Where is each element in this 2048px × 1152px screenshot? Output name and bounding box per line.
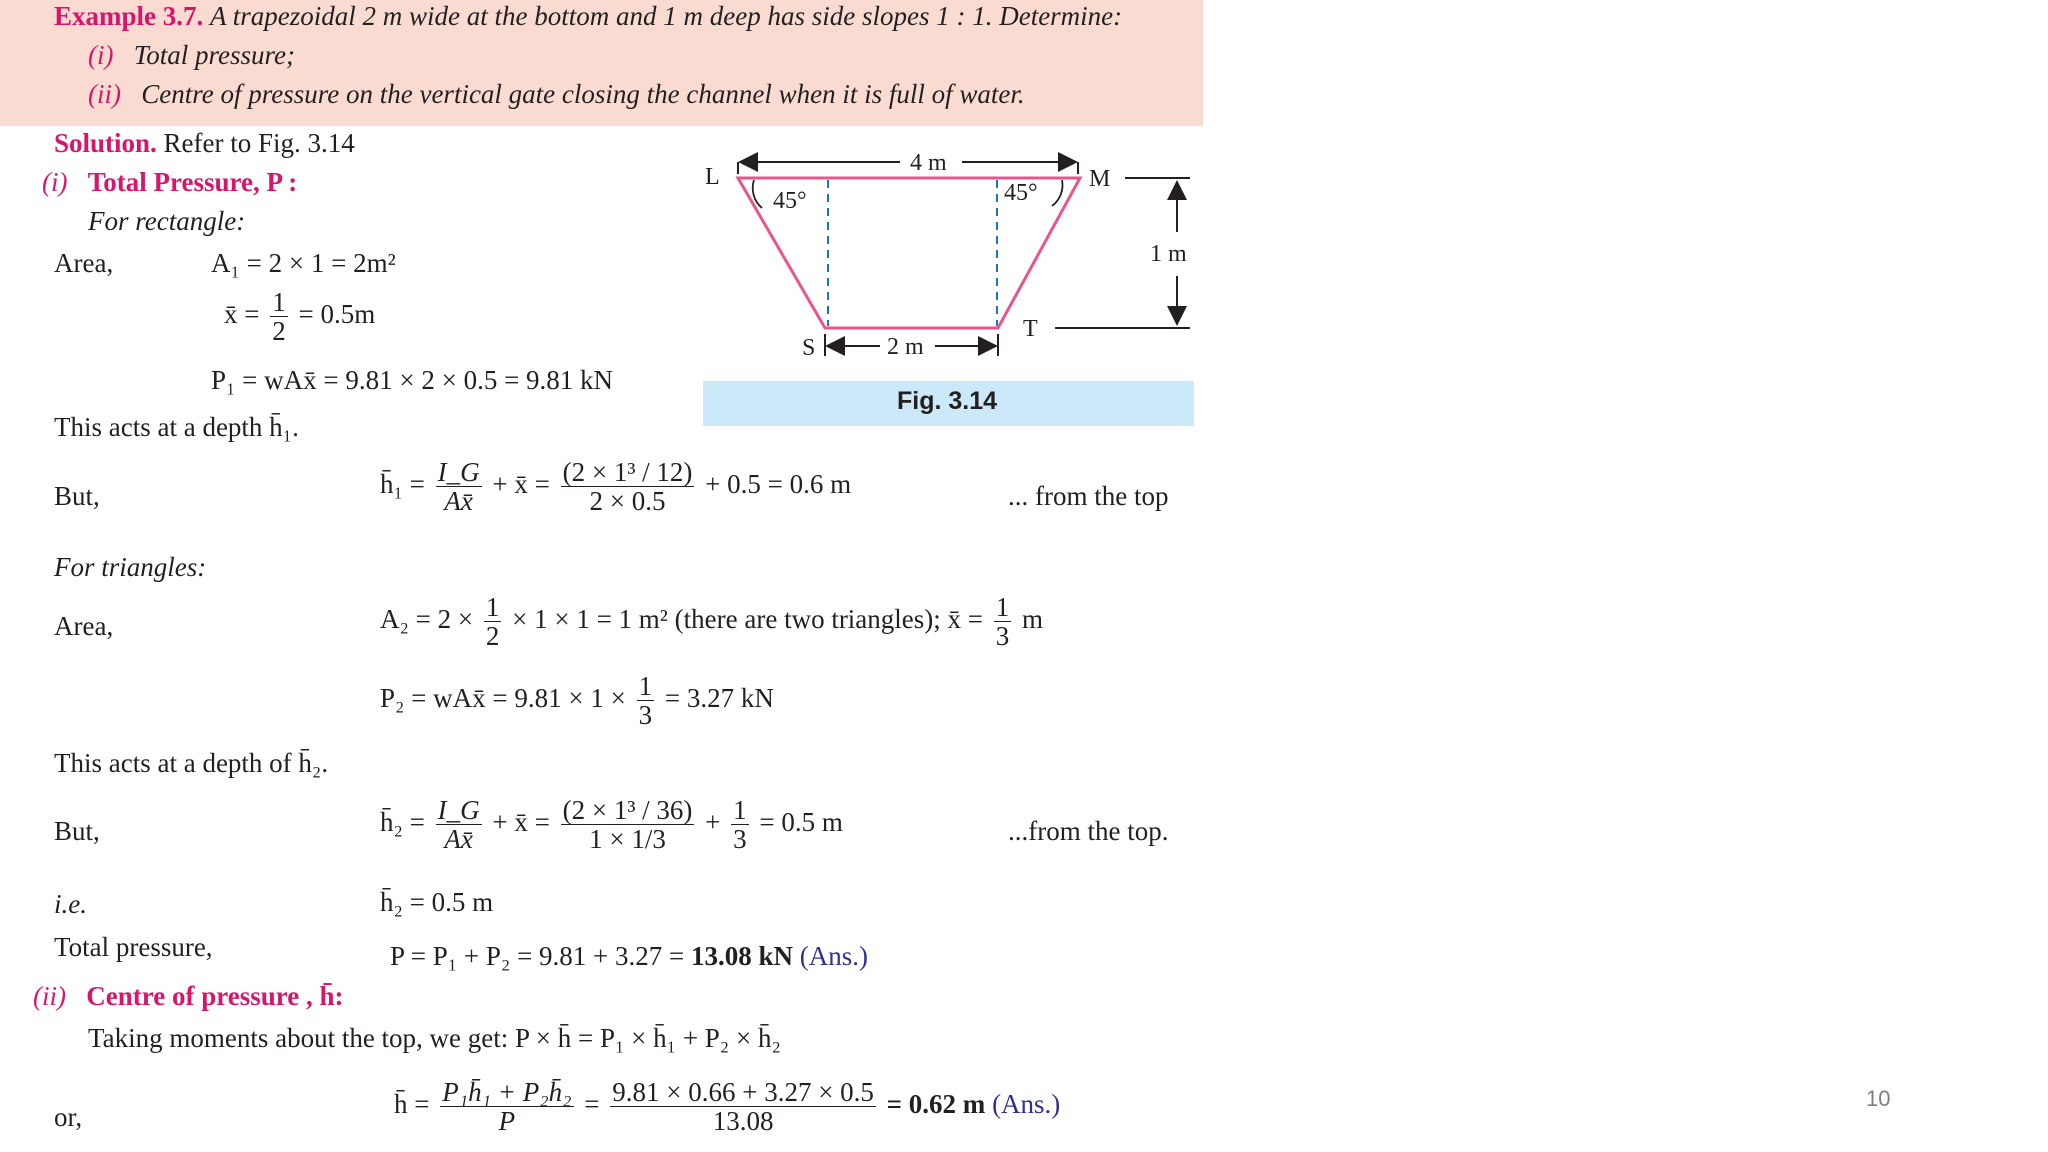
eq-h1-rhs: + 0.5 = 0.6 m [705,469,852,500]
fraction-numerator: (2 × 1³ / 36) [562,795,693,825]
point-S-label: S [802,335,816,361]
eq-h2-fraction-3 [731,796,749,854]
fraction-denominator: 1 × 1/3 [589,824,666,855]
part-ii-number: (ii) [33,981,66,1011]
fraction-numerator: I_G [437,795,480,825]
total-ans-label: (Ans.) [799,941,869,971]
fraction-numerator: 1 [995,592,1010,622]
cp-rhs: = 0.62 m [886,1089,986,1120]
eq-h1-fraction-2 [561,458,695,516]
angle-arc-right [1052,180,1063,206]
cp-fraction-2 [610,1078,876,1136]
item-i [88,40,295,71]
depth-h2-text: This acts at a depth of h̄₂. [54,748,329,778]
item-i-text: Total pressure; [133,40,296,70]
eq-a2 [380,593,1043,651]
item-ii-number: (ii) [88,79,121,109]
fraction-denominator: 13.08 [712,1106,774,1137]
fraction-denominator: 2 × 0.5 [589,486,666,517]
fraction-denominator: Ax̄ [444,486,473,517]
eq-h2-fraction-2 [561,796,695,854]
fraction-denominator: 3 [995,621,1010,652]
fraction-numerator: 1 [638,671,653,701]
area-label-2: Area, [54,611,114,641]
eq-h1 [380,458,851,516]
eq-h1-fraction-1 [436,458,482,516]
eq-a2-lhs: A₂ = 2 × [380,604,474,635]
angle-left-label: 45° [773,188,807,214]
total-pressure-eq [390,941,868,972]
figure-caption: Fig. 3.14 [897,387,998,415]
fraction-denominator: Ax̄ [444,824,473,855]
fraction-numerator: (2 × 1³ / 12) [562,457,693,487]
point-M-label: M [1089,166,1111,192]
or-label: or, [54,1102,83,1132]
but-label-1: But, [54,481,100,511]
fraction-numerator: I_G [437,457,480,487]
moments-text: Taking moments about the top, we get: P × h̄ = P₁ × h̄₁ + P₂ × h̄₂ [88,1023,781,1053]
eq-xbar [224,288,375,346]
eq-p2-rhs: = 3.27 kN [664,683,774,714]
solution-heading [54,128,355,159]
for-triangles: For triangles: [54,552,207,582]
page-number: 10 [1866,1086,1891,1111]
eq-p2-lhs: P₂ = wAx̄ = 9.81 × 1 × [380,683,626,714]
eq-a2-rhs: × 1 × 1 = 1 m² (there are two triangles); x̄ = [512,604,984,635]
eq-xbar-lhs: x̄ = [224,299,260,330]
for-rectangle: For rectangle: [88,206,246,236]
depth-h1-text: This acts at a depth h̄₁. [54,412,299,442]
depth-label: 1 m [1150,241,1187,267]
example-text: A trapezoidal 2 m wide at the bottom and 1 m deep has side slopes 1 : 1. Determine: [210,1,1123,31]
fraction-denominator: 3 [638,700,653,731]
cp-ans-label: (Ans.) [992,1089,1061,1120]
fraction-numerator: 9.81 × 0.66 + 3.27 × 0.5 [612,1077,874,1107]
eq-xbar-rhs: = 0.5m [298,299,376,330]
solution-label: Solution. [54,128,157,158]
part-i-title: Total Pressure, P : [87,167,298,197]
fraction-denominator: 2 [485,621,500,652]
item-i-number: (i) [88,40,114,70]
solution-ref: Refer to Fig. 3.14 [163,128,355,158]
eq-a2-xbar-fraction [994,593,1012,651]
fraction-numerator: 1 [272,287,286,317]
but-label-2: But, [54,816,100,846]
eq-h1-plus: + x̄ = [492,469,550,500]
fraction-numerator: 1 [733,795,747,825]
bottom-width-label: 2 m [887,334,924,360]
eq-h1-lhs: h̄₁ = [380,469,425,500]
eq-h2-plus: + x̄ = [492,807,550,838]
eq-a2-fraction [484,593,502,651]
eq-h2 [380,796,843,854]
total-eq-text: P = P₁ + P₂ = 9.81 + 3.27 = [390,941,685,971]
cp-lhs: h̄ = [394,1089,430,1120]
part-ii-title: Centre of pressure , h̄: [86,981,344,1011]
total-pressure-label: Total pressure, [54,932,213,962]
eq-a1: A₁ = 2 × 1 = 2m² [211,248,396,278]
point-T-label: T [1023,316,1038,342]
example-label: Example 3.7. [54,1,204,31]
trapezoid-channel-figure [700,140,1200,380]
eq-h2-plus-2: + [705,807,721,838]
fraction-numerator: 1 [485,592,500,622]
cp-equals: = [584,1089,600,1120]
h1-note: ... from the top [1008,481,1169,511]
eq-a2-unit: m [1022,604,1044,635]
eq-p2 [380,672,774,730]
part-i-number: (i) [42,167,68,197]
ie-eq: h̄₂ = 0.5 m [380,887,494,917]
fraction-denominator: 3 [733,824,747,855]
total-value: 13.08 kN [691,941,794,971]
area-label: Area, [54,248,114,278]
eq-h2-fraction-1 [436,796,482,854]
eq-h2-rhs: = 0.5 m [759,807,843,838]
angle-right-label: 45° [1004,180,1038,206]
eq-xbar-fraction [270,288,288,346]
part-i-heading [42,167,297,198]
eq-p2-fraction [637,672,655,730]
eq-p1: P₁ = wAx̄ = 9.81 × 2 × 0.5 = 9.81 kN [211,365,614,395]
part-ii-heading [33,981,343,1012]
fraction-denominator: 2 [272,316,286,347]
h2-note: ...from the top. [1008,816,1169,846]
item-ii-text: Centre of pressure on the vertical gate closing the channel when it is full of water. [141,79,1025,109]
point-L-label: L [705,164,720,190]
cp-fraction-1 [440,1078,573,1136]
top-width-label: 4 m [910,150,947,176]
example-statement [54,1,1122,32]
eq-h2-lhs: h̄₂ = [380,807,425,838]
eq-centre-of-pressure [394,1078,1060,1136]
fraction-numerator: P₁h̄₁ + P₂h̄₂ [442,1077,572,1107]
item-ii [88,79,1025,110]
fraction-denominator: P [498,1106,516,1137]
ie-label: i.e. [54,889,87,919]
